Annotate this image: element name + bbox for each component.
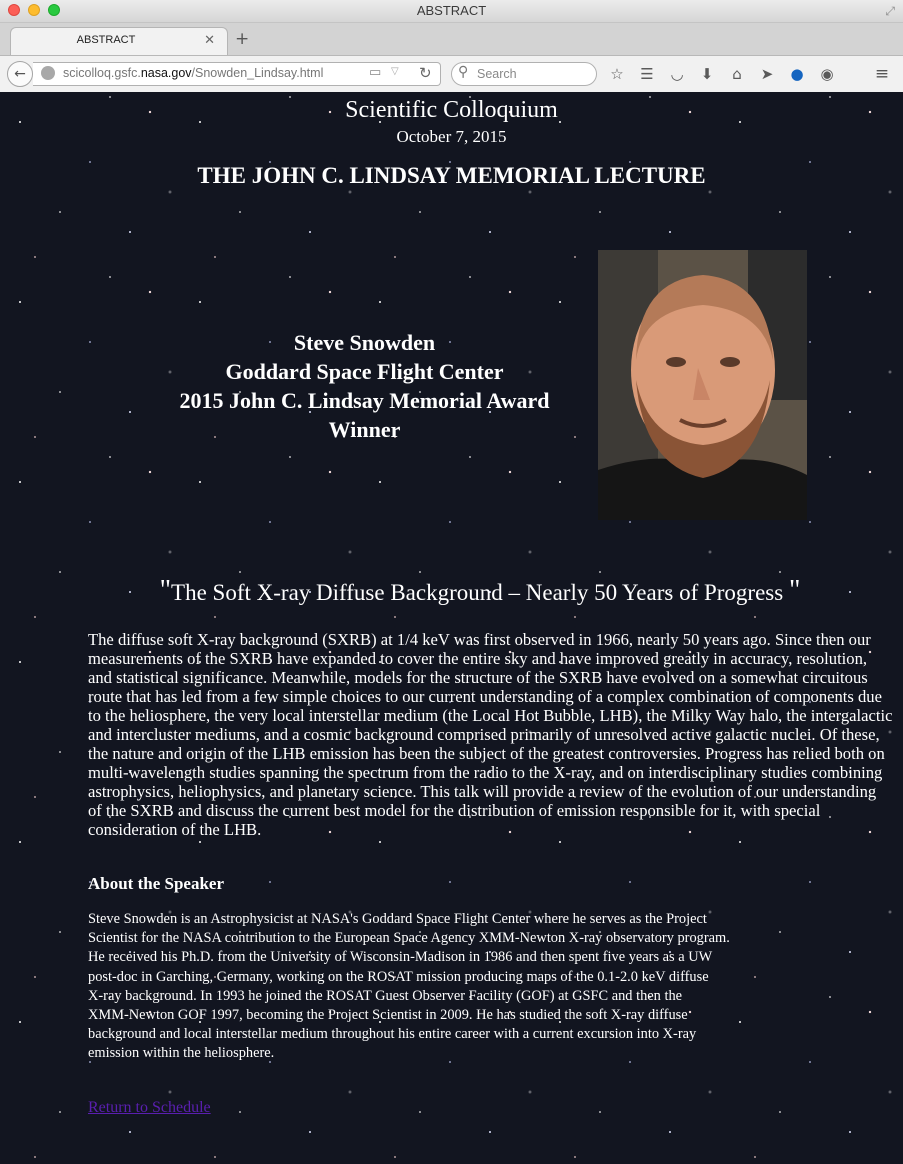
talk-title (80, 575, 880, 607)
talk-title-text: The Soft X-ray Diffuse Background – Nearly 50 Years of Progress (171, 580, 784, 605)
bio-line: emission within the heliosphere. (88, 1045, 275, 1062)
bio-line: XMM-Newton GOF 1997, becoming the Project Scientist in 2009. He has studied the soft X-ray diffuse (88, 1007, 688, 1024)
bio-line: He received his Ph.D. from the University of Wisconsin-Madison in 1986 and then spent five years as a UW (88, 949, 713, 966)
about-speaker-heading: About the Speaker (88, 874, 225, 893)
abstract-text: The diffuse soft X-ray background (SXRB) at 1/4 keV was first observed in 1966, nearly 50 years ago. Since then our measurements of the SXRB have expanded to cover the entire sky and have improved greatly in accuracy, resolution, and statistical significance. Meanwhile, models for the structure of the SXRB have evolved on a somewhat circuitous route that has led from a few simple choices to our current understanding of a complex combination of components due to the heliosphere, the very local interstellar medium (the Local Hot Bubble, LHB), the Milky Way halo, the intergalactic and intercluster mediums, and a cosmic background comprised primarily of unresolved active galactic nuclei. Of these, the nature and origin of the LHB emission has been the subject of the greatest controversies. Progress has relied both on multi-wavelength studies spanning the spectrum from the radio to the X-ray, and on interdisciplinary studies combining astrophysics, heliophysics, and planetary science. This talk will provide a review of the evolution of our understanding of the SXRB and discuss the current best model for the distribution of emission responsible for it, with special consideration of the LHB. (88, 630, 893, 839)
url-domain: nasa.gov (140, 66, 192, 80)
bookmarks-list-icon[interactable]: ☰ (640, 65, 654, 83)
page-content (0, 92, 903, 1164)
url-text[interactable] (63, 66, 323, 80)
tab-strip (0, 23, 903, 56)
downloads-icon[interactable]: ⬇ (700, 65, 714, 83)
speaker-bio (88, 910, 788, 1064)
url-path: /Snowden_Lindsay.html (191, 66, 324, 80)
history-dropdown-icon[interactable]: ▽ (391, 66, 399, 77)
url-bar[interactable] (33, 62, 441, 86)
search-placeholder: Search (477, 67, 517, 81)
reload-icon[interactable]: ↻ (419, 64, 432, 82)
new-tab-button[interactable]: + (235, 29, 250, 49)
back-button[interactable]: ← (7, 61, 33, 87)
chat-icon[interactable]: ◉ (820, 65, 834, 83)
title-bar (0, 0, 903, 23)
lecture-title: THE JOHN C. LINDSAY MEMORIAL LECTURE (197, 163, 706, 188)
bio-line: background and local interstellar medium throughout his entire career with a current excursion into X-ray (88, 1026, 697, 1043)
tab-abstract[interactable] (10, 27, 228, 55)
search-icon: ⚲ (458, 64, 469, 80)
bio-line: Steve Snowden is an Astrophysicist at NASA's Goddard Space Flight Center where he serves as the Project (88, 911, 707, 927)
bio-line: X-ray background. In 1993 he joined the ROSAT Guest Observer Facility (GOF) at GSFC and then the (88, 987, 683, 1004)
speaker-award: 2015 John C. Lindsay Memorial Award (179, 388, 550, 413)
speaker-info (150, 328, 579, 444)
speaker-status: Winner (328, 417, 401, 442)
speaker-name: Steve Snowden (293, 330, 436, 355)
reader-view-icon[interactable]: ▭ (369, 65, 382, 80)
bookmark-star-icon[interactable]: ☆ (610, 65, 624, 83)
nav-bar (0, 56, 903, 93)
tab-label: ABSTRACT (76, 34, 136, 46)
fullscreen-icon[interactable]: ⤢ (885, 4, 895, 18)
bio-line: post-doc in Garching, Germany, working on the ROSAT mission producing maps of the 0.1-2.0 keV diffuse (88, 968, 709, 985)
home-icon[interactable]: ⌂ (732, 65, 742, 83)
globe-icon (41, 66, 55, 80)
colloquium-title: Scientific Colloquium (345, 97, 558, 123)
url-prefix: scicolloq.gsfc. (63, 66, 141, 80)
return-to-schedule-link[interactable]: Return to Schedule (88, 1099, 211, 1116)
bio-line: Scientist for the NASA contribution to the European Space Agency XMM-Newton X-ray observatory program. (88, 930, 730, 947)
speaker-affiliation: Goddard Space Flight Center (225, 359, 504, 384)
speaker-photo (598, 250, 807, 520)
send-icon[interactable]: ➤ (760, 65, 774, 83)
colloquium-date: October 7, 2015 (396, 127, 507, 146)
toolbar-icons (606, 63, 838, 85)
menu-icon[interactable]: ≡ (874, 64, 890, 84)
quote-close: " (788, 575, 801, 606)
search-box[interactable] (451, 62, 597, 86)
pocket-icon[interactable]: ◡ (670, 65, 684, 83)
tab-close-icon[interactable]: ✕ (204, 33, 215, 48)
window-title: ABSTRACT (416, 3, 487, 18)
quote-open: " (159, 575, 172, 606)
extension-icon[interactable]: ● (790, 65, 804, 83)
